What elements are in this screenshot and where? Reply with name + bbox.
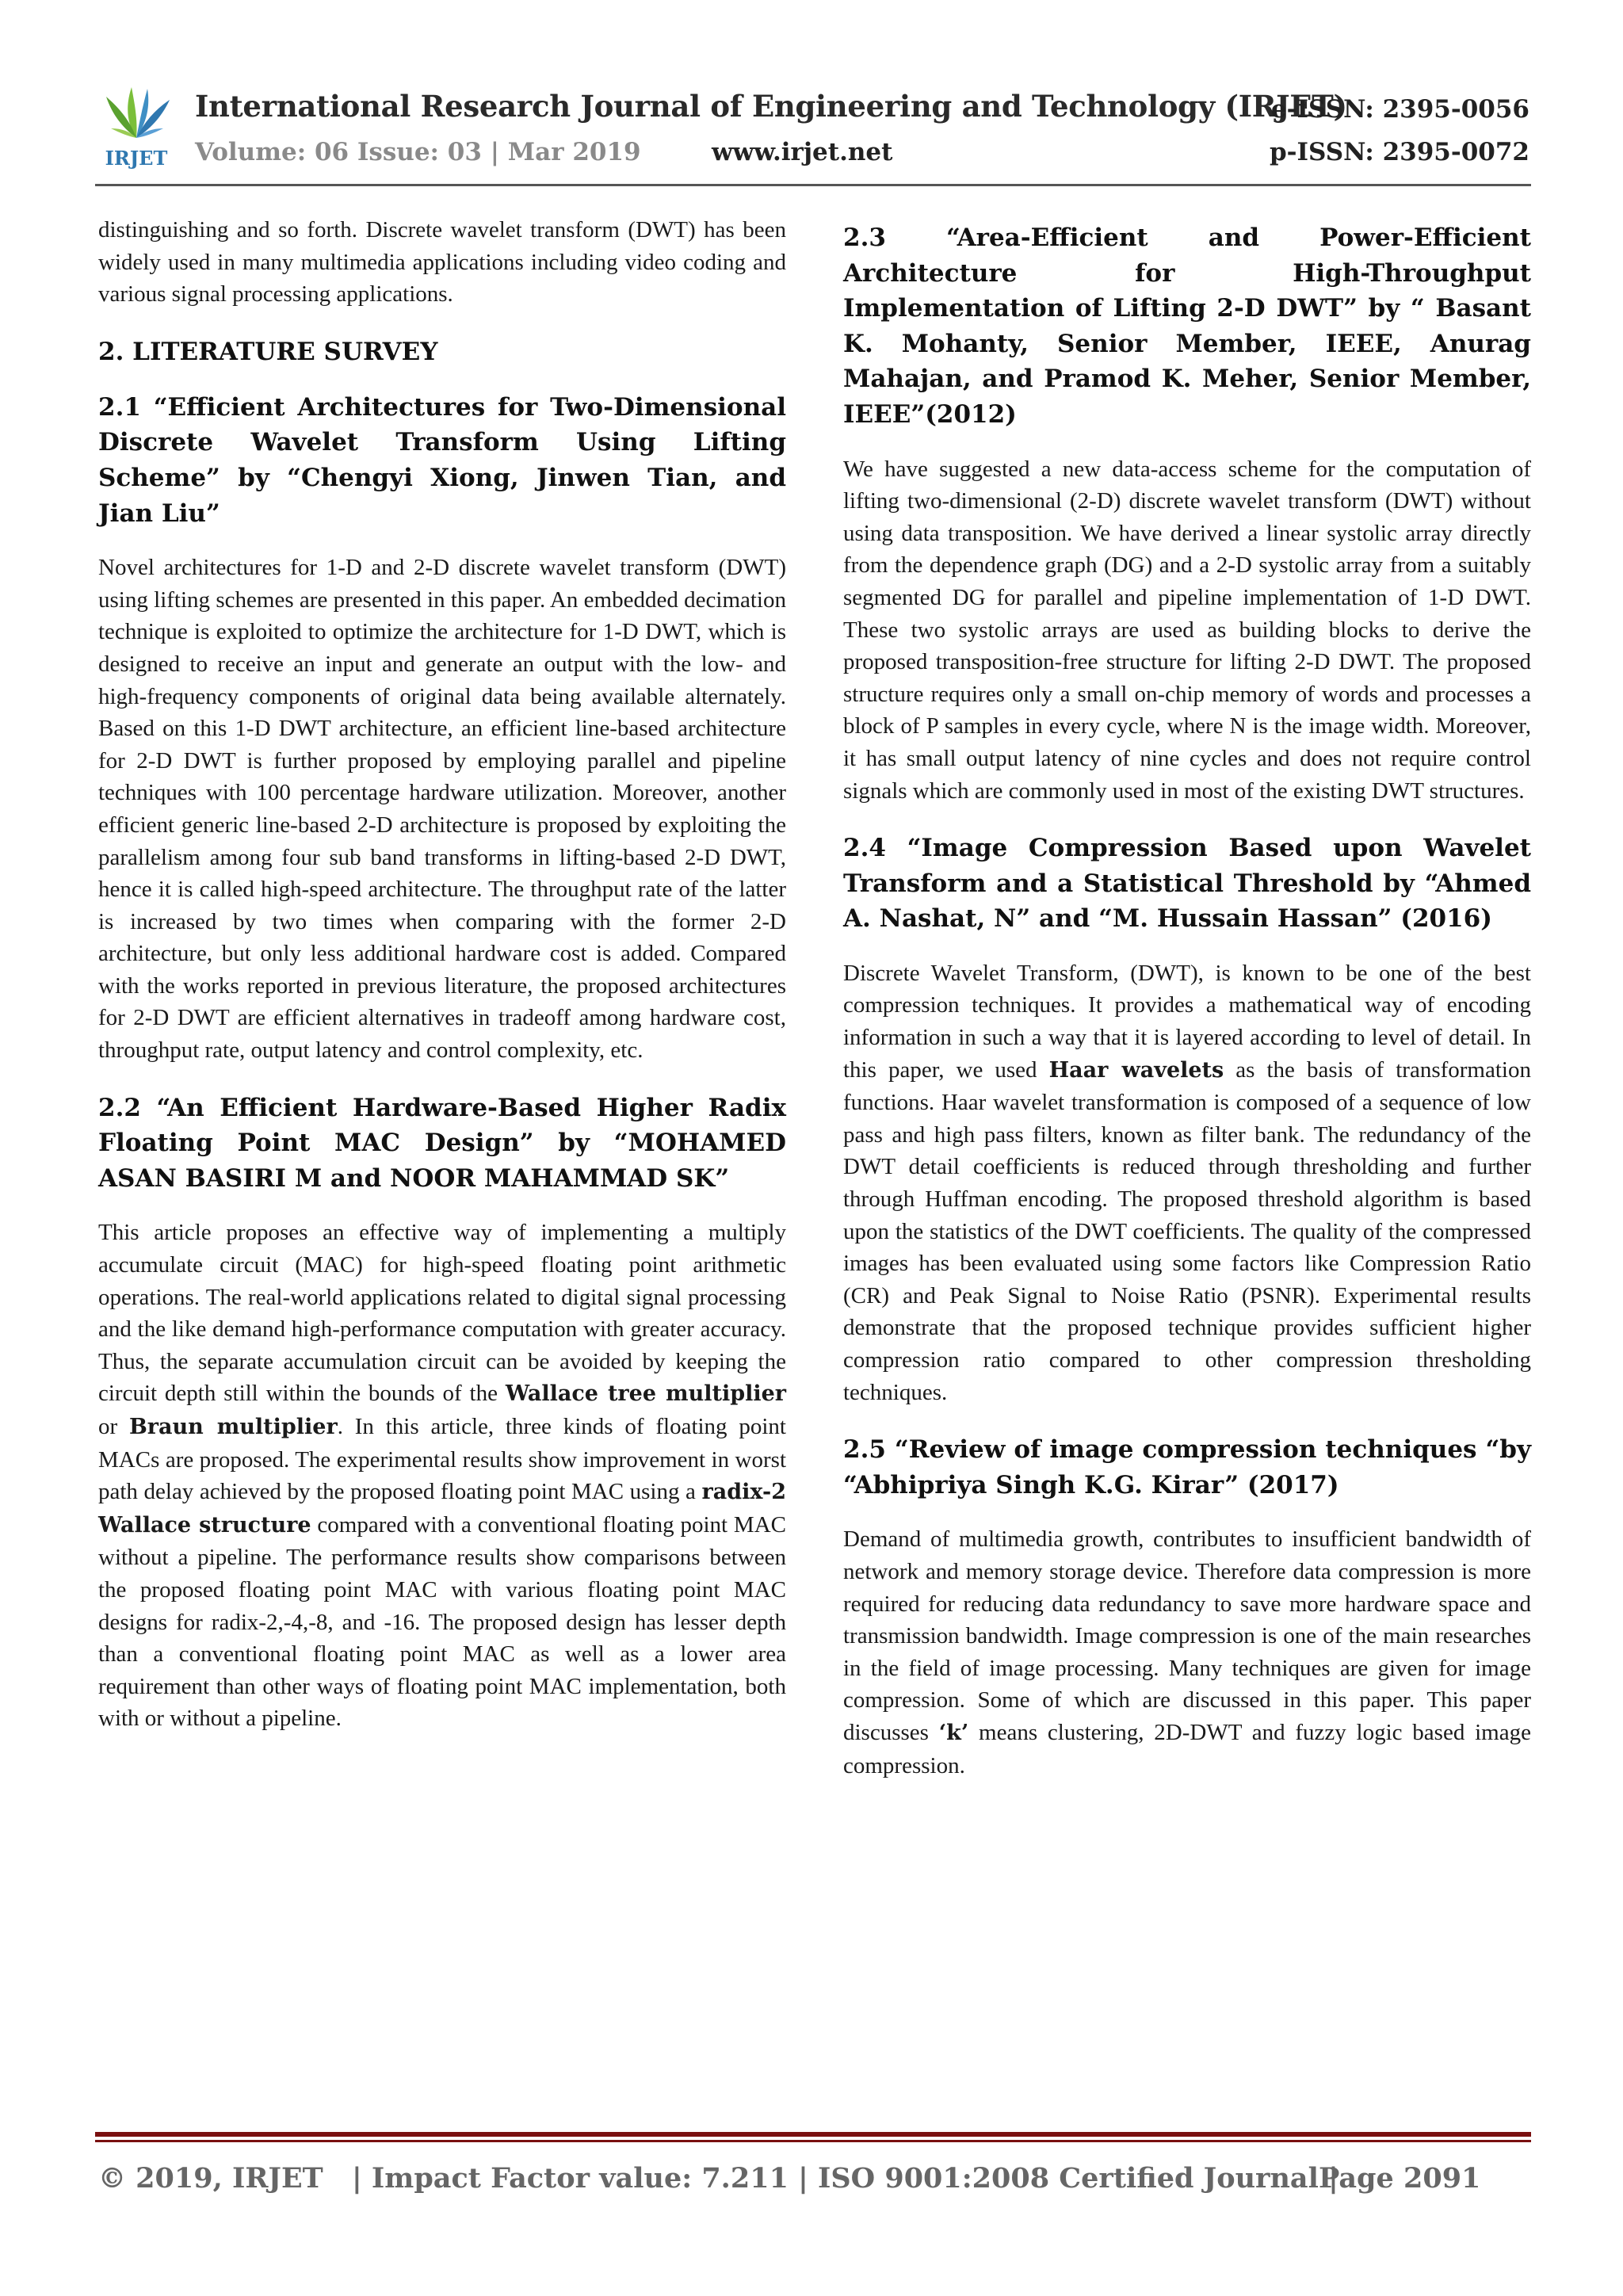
bold-term-radix2: radix-2 Wallace structure bbox=[98, 1480, 786, 1538]
subsection-2-1-body: Novel architectures for 1-D and 2-D discrete wavelet transform (DWT) using lifting schemes are presented in this paper. An embedded decimation technique is exploited to optimize the architecture for 1-D DWT, which is designed to receive an input and generate an output with the low- and high-frequency components of original data being available alternately. Based on this 1-D DWT architecture, an efficient line-based architecture for 2-D DWT is further proposed by employing parallel and pipeline techniques with 100 percentage hardware utilization. Moreover, another efficient generic line-based 2-D architecture is proposed by exploiting the parallelism among four sub band transforms in lifting-based 2-D DWT, hence it is called high-speed architecture. The throughput rate of the latter is increased by two times when comparing with the former 2-D architecture, but only less additional hardware cost is added. Compared with the works reported in previous literature, the proposed architectures for 2-D DWT are efficient alternatives in tradeoff among hardware cost, throughput rate, output latency and control complexity, etc. bbox=[98, 555, 786, 1064]
intro-paragraph: distinguishing and so forth. Discrete wavelet transform (DWT) has been widely used in many multimedia applications including video coding and various signal processing applications. bbox=[98, 217, 786, 308]
subsection-2-5-body bbox=[843, 1523, 1531, 1782]
page-footer bbox=[98, 2162, 1534, 2195]
p-issn: p-ISSN: 2395-0072 bbox=[1269, 138, 1529, 166]
text-run: This article proposes an effective way of implementing a multiply accumulate circuit (MAC) for high-speed floating point arithmetic operations. The real-world applications related to digital signal processing and the like demand high-performance computation with greater accuracy. Thus, the separate accumulation circuit can be avoided by keeping the circuit depth still within the bounds of the bbox=[98, 1220, 786, 1407]
irjet-logo bbox=[95, 76, 178, 174]
text-run: as the basis of transformation functions. Haar wavelet transformation is composed of a sequence of low pass and high pass filters, known as filter bank. The redundancy of the DWT detail coefficients is reduced through thresholding and further through Huffman encoding. The proposed threshold algorithm is based upon the statistics of the DWT coefficients. The quality of the compressed images has been evaluated using some factors like Compression Ratio (CR) and Peak Signal to Noise Ratio (PSNR). Experimental results demonstrate that the proposed technique provides sufficient higher compression ratio compared to other compression thresholding techniques. bbox=[843, 1056, 1531, 1405]
e-issn: e-ISSN: 2395-0056 bbox=[1270, 95, 1529, 124]
footer-page-number: Page 2091 bbox=[1319, 2162, 1481, 2195]
subsection-2-1-heading: 2.1 “Efficient Architectures for Two-Dimensional Discrete Wavelet Transform Using Lifting Scheme” by “Chengyi Xiong, Jinwen Tian, and Jian Liu” bbox=[98, 392, 786, 528]
volume-issue: Volume: 06 Issue: 03 | Mar 2019 bbox=[195, 138, 641, 166]
subsection-2-4-heading: 2.4 “Image Compression Based upon Wavelet Transform and a Statistical Threshold by “Ahmed A. Nashat, N” and “M. Hussain Hassan” (2016) bbox=[843, 834, 1531, 934]
subsection-2-3-heading: 2.3 “Area-Efficient and Power-Efficient Architecture for High-Throughput Implementation of Lifting 2-D DWT” by “ Basant K. Mohanty, Senior Member, IEEE, Anurag Mahajan, and Pramod K. Meher, Senior Member, IEEE”(2012) bbox=[843, 223, 1531, 429]
logo-text: IRJET bbox=[105, 147, 168, 170]
subsection-2-2-body bbox=[98, 1217, 786, 1735]
subsection-2-3-body: We have suggested a new data-access scheme for the computation of lifting two-dimensional (2-D) discrete wavelet transform (DWT) without using data transposition. We have derived a linear systolic array directly from the dependence graph (DG) and a 2-D systolic array from a suitably segmented DG for parallel and pipeline implementation of 1-D DWT. These two systolic arrays are used as building blocks to derive the proposed transposition-free structure for lifting 2-D DWT. The proposed structure requires only a small on-chip memory of words and processes a block of P samples in every cycle, where N is the image width. Moreover, it has small output latency of nine cycles and does not require control signals which are commonly used in most of the existing DWT structures. bbox=[843, 456, 1531, 804]
text-run: Demand of multimedia growth, contributes to insufficient bandwidth of network and memory storage device. Therefore data compression is more required for reducing data redundancy to save more hardware space and transmission bandwidth. Image compression is one of the main researches in the field of image processing. Many techniques are given for image compression. Some of which are discussed in this paper. This paper discusses bbox=[843, 1526, 1531, 1745]
header-divider bbox=[95, 184, 1531, 186]
text-run: . In this article, three kinds of floating point MACs are proposed. The experimental results show improvement in worst path delay achieved by the proposed floating point MAC using a bbox=[98, 1414, 786, 1505]
subsection-2-5-heading: 2.5 “Review of image compression techniques “by “Abhipriya Singh K.G. Kirar” (2017) bbox=[843, 1435, 1531, 1499]
bold-term-braun: Braun multiplier bbox=[128, 1415, 338, 1439]
text-run: compared with a conventional floating point MAC without a pipeline. The performance results show comparisons between the proposed floating point MAC with various floating point MAC designs for radix-2,-4,-8, and -16. The proposed design has lesser depth than a conventional floating point MAC as well as a lower area requirement than other ways of floating point MAC implementation, both with or without a pipeline. bbox=[98, 1511, 786, 1732]
text-run: Discrete Wavelet Transform, (DWT), is known to be one of the best compression techniques. It provides a mathematical way of encoding information in such a way that it is layered according to level of detail. In this paper, we used bbox=[843, 960, 1531, 1083]
text-run: or bbox=[98, 1414, 129, 1439]
subsection-2-2-heading: 2.2 “An Efficient Hardware-Based Higher Radix Floating Point MAC Design” by “MOHAMED ASAN BASIRI M and NOOR MAHAMMAD SK” bbox=[98, 1093, 786, 1193]
bold-term-haar: Haar wavelets bbox=[1048, 1057, 1224, 1083]
section-heading-literature-survey: 2. LITERATURE SURVEY bbox=[98, 337, 438, 366]
bold-term-wallace: Wallace tree multiplier bbox=[505, 1381, 786, 1407]
journal-website: www.irjet.net bbox=[712, 138, 893, 166]
left-column bbox=[98, 214, 786, 1759]
journal-title: International Research Journal of Engineering and Technology (IRJET) bbox=[195, 89, 1347, 124]
footer-copyright: © 2019, IRJET bbox=[98, 2162, 323, 2195]
subsection-2-4-body bbox=[843, 957, 1531, 1408]
right-column bbox=[843, 214, 1531, 1805]
bold-term-k: ‘k’ bbox=[938, 1720, 969, 1745]
text-run: means clustering, 2D-DWT and fuzzy logic based image compression. bbox=[843, 1719, 1531, 1778]
footer-divider-thin bbox=[95, 2140, 1531, 2142]
footer-divider-thick bbox=[95, 2132, 1531, 2137]
footer-impact-factor: | Impact Factor value: 7.211 | ISO 9001:2008 Certified Journal | bbox=[352, 2162, 1338, 2195]
